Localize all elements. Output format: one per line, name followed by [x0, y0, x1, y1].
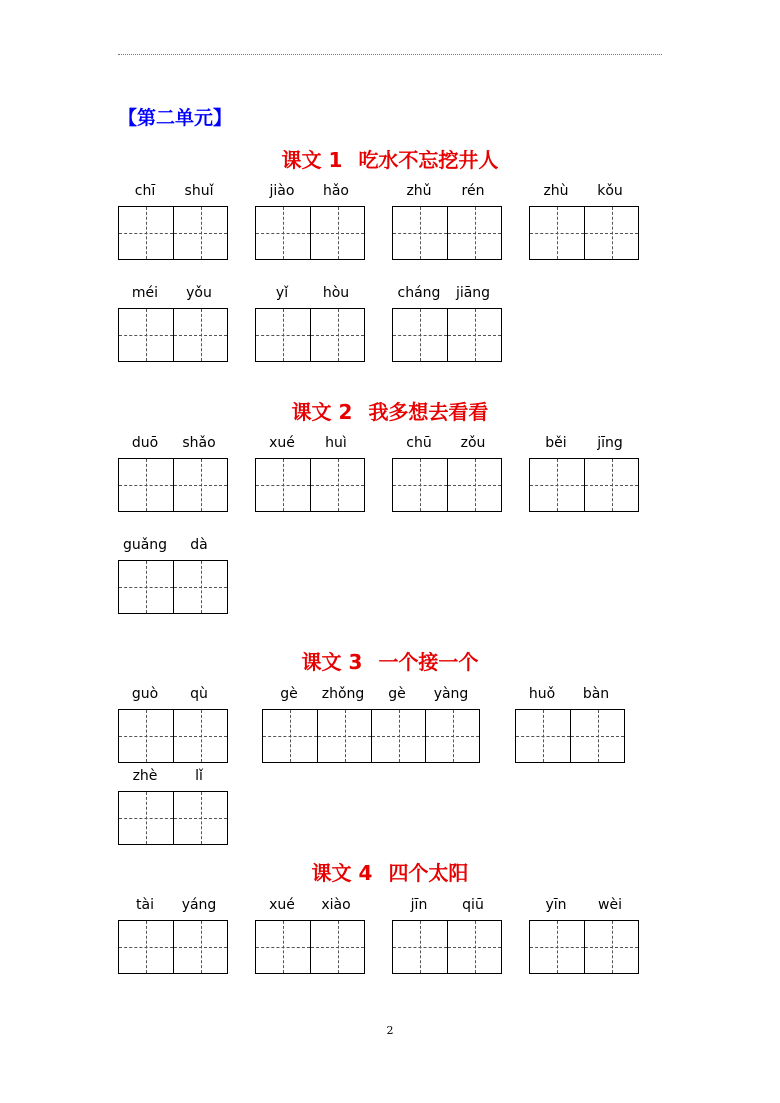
writing-box-pair[interactable]	[255, 920, 365, 974]
pinyin: yàng	[433, 686, 469, 702]
pinyin: chū	[406, 435, 432, 451]
writing-cell[interactable]	[447, 459, 501, 511]
writing-cell[interactable]	[119, 459, 173, 511]
writing-box-pair[interactable]	[529, 206, 639, 260]
unit-title: 【第二单元】	[118, 107, 233, 129]
lesson-title-4	[0, 857, 780, 886]
pinyin: xué	[269, 435, 295, 451]
pinyin: bàn	[582, 686, 610, 702]
pinyin: zhù	[543, 183, 569, 199]
pinyin: yǒu	[186, 285, 212, 301]
writing-cell[interactable]	[173, 710, 227, 762]
writing-box-pair[interactable]	[392, 206, 502, 260]
writing-cell[interactable]	[173, 309, 227, 361]
pinyin: jiāng	[455, 285, 491, 301]
writing-box-pair[interactable]	[392, 920, 502, 974]
writing-cell[interactable]	[447, 921, 501, 973]
writing-box-pair[interactable]	[118, 458, 228, 512]
lesson-number: 课文 4	[311, 861, 373, 885]
writing-cell[interactable]	[256, 921, 310, 973]
writing-cell[interactable]	[584, 459, 638, 511]
writing-cell[interactable]	[119, 207, 173, 259]
writing-cell[interactable]	[256, 459, 310, 511]
pinyin: guǎng	[122, 537, 168, 553]
writing-box-pair[interactable]	[392, 308, 502, 362]
lesson-number: 课文 3	[301, 650, 363, 674]
lesson-title-1	[0, 144, 780, 173]
pinyin: jīn	[410, 897, 428, 913]
writing-box-pair[interactable]	[529, 458, 639, 512]
writing-cell[interactable]	[119, 710, 173, 762]
writing-cell[interactable]	[447, 309, 501, 361]
writing-cell[interactable]	[447, 207, 501, 259]
pinyin: zhǒng	[321, 686, 365, 702]
writing-cell[interactable]	[173, 207, 227, 259]
pinyin: qiū	[462, 897, 484, 913]
pinyin: xué	[269, 897, 295, 913]
pinyin: jīng	[597, 435, 623, 451]
pinyin: běi	[545, 435, 567, 451]
lesson-title-2	[0, 396, 780, 425]
pinyin: duō	[131, 435, 159, 451]
lesson-title-3	[0, 646, 780, 675]
writing-cell[interactable]	[310, 207, 364, 259]
writing-cell[interactable]	[310, 459, 364, 511]
writing-cell[interactable]	[371, 710, 425, 762]
pinyin: qù	[190, 686, 208, 702]
writing-cell[interactable]	[530, 459, 584, 511]
writing-cell[interactable]	[310, 309, 364, 361]
writing-cell[interactable]	[119, 309, 173, 361]
writing-cell[interactable]	[530, 921, 584, 973]
pinyin: huì	[325, 435, 347, 451]
writing-cell[interactable]	[317, 710, 371, 762]
writing-cell[interactable]	[570, 710, 624, 762]
pinyin: lǐ	[195, 768, 203, 784]
writing-cell[interactable]	[393, 459, 447, 511]
pinyin: tài	[136, 897, 154, 913]
writing-box-pair[interactable]	[392, 458, 502, 512]
writing-cell[interactable]	[263, 710, 317, 762]
writing-cell[interactable]	[393, 309, 447, 361]
pinyin: yīn	[545, 897, 567, 913]
writing-box-pair[interactable]	[255, 458, 365, 512]
pinyin: hòu	[322, 285, 350, 301]
writing-box-pair[interactable]	[515, 709, 625, 763]
pinyin: huǒ	[528, 686, 556, 702]
pinyin: xiào	[321, 897, 351, 913]
lesson-number: 课文 2	[291, 400, 353, 424]
writing-cell[interactable]	[173, 792, 227, 844]
pinyin: cháng	[397, 285, 441, 301]
pinyin: shuǐ	[184, 183, 214, 199]
pinyin: méi	[131, 285, 159, 301]
writing-box-quad[interactable]	[262, 709, 480, 763]
writing-box-pair[interactable]	[118, 308, 228, 362]
writing-box-pair[interactable]	[118, 709, 228, 763]
writing-cell[interactable]	[256, 207, 310, 259]
writing-box-pair[interactable]	[255, 206, 365, 260]
pinyin: zǒu	[460, 435, 486, 451]
writing-box-pair[interactable]	[118, 920, 228, 974]
pinyin: yáng	[181, 897, 217, 913]
lesson-name: 一个接一个	[378, 650, 479, 674]
lesson-name: 我多想去看看	[368, 400, 489, 424]
pinyin: gè	[280, 686, 298, 702]
pinyin: gè	[388, 686, 406, 702]
writing-cell[interactable]	[119, 561, 173, 613]
writing-box-pair[interactable]	[118, 206, 228, 260]
writing-cell[interactable]	[425, 710, 479, 762]
writing-cell[interactable]	[584, 207, 638, 259]
lesson-number: 课文 1	[281, 148, 343, 172]
writing-cell[interactable]	[530, 207, 584, 259]
writing-cell[interactable]	[173, 921, 227, 973]
page-number: 2	[386, 1024, 394, 1037]
writing-box-pair[interactable]	[529, 920, 639, 974]
writing-box-pair[interactable]	[255, 308, 365, 362]
lesson-name: 吃水不忘挖井人	[358, 148, 499, 172]
pinyin: kǒu	[597, 183, 623, 199]
writing-cell[interactable]	[310, 921, 364, 973]
pinyin: zhè	[132, 768, 158, 784]
pinyin: shǎo	[182, 435, 216, 451]
pinyin: hǎo	[322, 183, 350, 199]
pinyin: dà	[190, 537, 208, 553]
writing-cell[interactable]	[393, 207, 447, 259]
writing-cell[interactable]	[173, 459, 227, 511]
writing-cell[interactable]	[119, 921, 173, 973]
pinyin: guò	[131, 686, 159, 702]
pinyin: chī	[134, 183, 156, 199]
pinyin: jiào	[269, 183, 295, 199]
writing-cell[interactable]	[393, 921, 447, 973]
header-rule	[118, 54, 662, 55]
pinyin: rén	[461, 183, 485, 199]
pinyin: wèi	[598, 897, 622, 913]
writing-box-pair[interactable]	[118, 560, 228, 614]
pinyin: yǐ	[275, 285, 289, 301]
writing-cell[interactable]	[256, 309, 310, 361]
writing-cell[interactable]	[173, 561, 227, 613]
writing-cell[interactable]	[516, 710, 570, 762]
writing-box-pair[interactable]	[118, 791, 228, 845]
lesson-name: 四个太阳	[388, 861, 469, 885]
writing-cell[interactable]	[584, 921, 638, 973]
pinyin: zhǔ	[406, 183, 432, 199]
writing-cell[interactable]	[119, 792, 173, 844]
